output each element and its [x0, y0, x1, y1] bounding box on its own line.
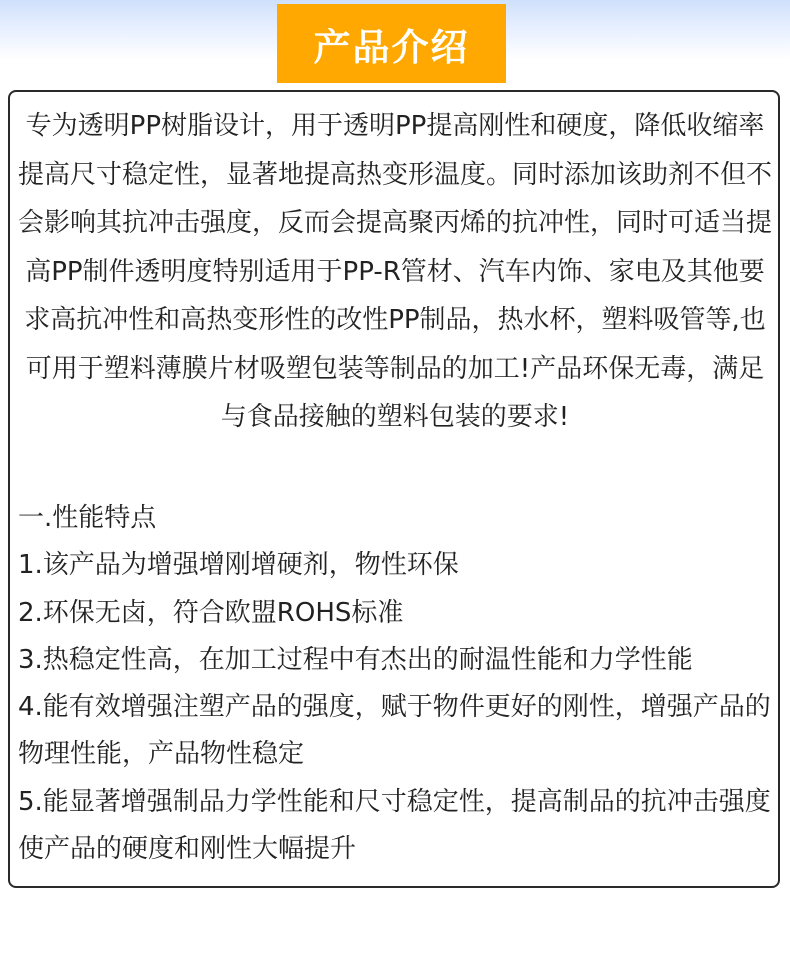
feature-item: 3.热稳定性高，在加工过程中有杰出的耐温性能和力学性能: [18, 644, 693, 675]
title-banner: [277, 4, 506, 83]
feature-item: 4.能有效增强注塑产品的强度，赋于物件更好的刚性，增强产品的物理性能，产品物性稳定: [18, 692, 771, 770]
feature-item: 5.能显著增强制品力学性能和尺寸稳定性，提高制品的抗冲击强度使产品的硬度和刚性大幅提升: [18, 786, 771, 865]
feature-item: 2.环保无卤，符合欧盟ROHS标准: [18, 597, 404, 628]
intro-paragraph: 专为透明PP树脂设计，用于透明PP提高刚性和硬度，降低收缩率提高尺寸稳定性，显著地提高热变形温度。同时添加该助剂不但不会影响其抗冲击强度，反而会提高聚丙烯的抗冲性，同时可适当提高PP制件透明度特别适用于PP-R管材、汽车内饰、家电及其他要求高抗冲性和高热变形性的改性PP制品，热水杯，塑料吸管等,也可用于塑料薄膜片材吸塑包装等制品的加工!产品环保无毒，满足与食品接触的塑料包装的要求!: [18, 111, 773, 432]
features-list: [18, 495, 772, 873]
features-heading: 一.性能特点: [18, 503, 157, 533]
feature-item: 1.该产品为增强增刚增硬剂，物性环保: [18, 550, 459, 581]
page-title: 产品介绍: [313, 25, 470, 69]
content-box: [8, 90, 780, 888]
